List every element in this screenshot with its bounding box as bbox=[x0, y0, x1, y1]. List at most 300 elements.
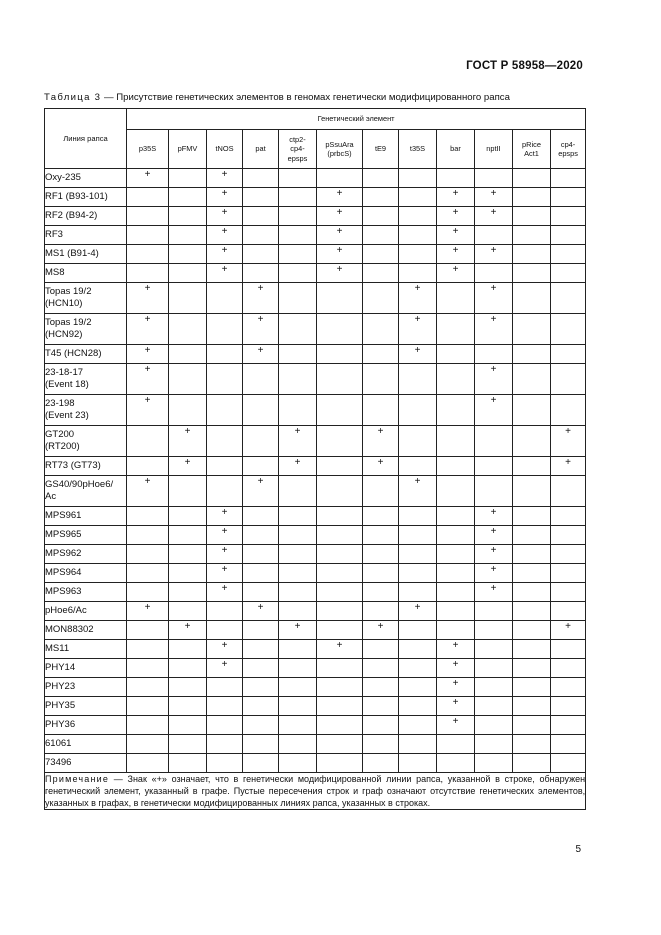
table-row bbox=[45, 364, 586, 395]
presence-cell bbox=[169, 283, 207, 314]
presence-cell: + bbox=[475, 207, 513, 226]
presence-cell bbox=[127, 188, 169, 207]
presence-cell bbox=[317, 545, 363, 564]
presence-cell bbox=[169, 754, 207, 773]
line-name-cell bbox=[45, 226, 127, 245]
presence-cell bbox=[513, 735, 551, 754]
presence-cell bbox=[437, 526, 475, 545]
genetic-elements-table bbox=[44, 108, 586, 810]
column-header bbox=[127, 130, 169, 169]
line-name-text: pHoe6/Ac bbox=[45, 605, 87, 617]
presence-cell bbox=[127, 583, 169, 602]
column-header-line: (prbcS) bbox=[327, 149, 352, 158]
presence-cell bbox=[513, 169, 551, 188]
table-body bbox=[45, 169, 586, 773]
presence-cell: + bbox=[363, 457, 399, 476]
presence-cell bbox=[551, 169, 586, 188]
presence-cell bbox=[169, 697, 207, 716]
line-name-cell bbox=[45, 395, 127, 426]
table-row bbox=[45, 602, 586, 621]
column-header-line: Act1 bbox=[524, 149, 539, 158]
note-label: Примечание bbox=[45, 774, 110, 784]
presence-cell bbox=[475, 226, 513, 245]
presence-cell: + bbox=[475, 283, 513, 314]
presence-cell bbox=[551, 716, 586, 735]
presence-cell bbox=[169, 526, 207, 545]
column-header-line: cp4- bbox=[560, 139, 576, 149]
presence-cell: + bbox=[475, 583, 513, 602]
presence-cell bbox=[513, 314, 551, 345]
line-name-text: Topas 19/2 bbox=[45, 317, 92, 329]
line-name-text: MS8 bbox=[45, 267, 65, 279]
presence-cell bbox=[399, 226, 437, 245]
presence-cell bbox=[169, 169, 207, 188]
table-row bbox=[45, 735, 586, 754]
line-name-text: 23-198 bbox=[45, 398, 75, 410]
presence-cell bbox=[399, 697, 437, 716]
presence-cell: + bbox=[127, 345, 169, 364]
presence-cell bbox=[279, 364, 317, 395]
presence-cell bbox=[363, 188, 399, 207]
presence-cell bbox=[399, 395, 437, 426]
presence-cell bbox=[243, 395, 279, 426]
presence-cell bbox=[551, 678, 586, 697]
presence-cell: + bbox=[243, 602, 279, 621]
presence-cell: + bbox=[207, 564, 243, 583]
column-header-line: ctp2- bbox=[289, 134, 306, 144]
presence-cell: + bbox=[551, 621, 586, 640]
presence-cell bbox=[279, 697, 317, 716]
presence-cell: + bbox=[243, 314, 279, 345]
table-row bbox=[45, 476, 586, 507]
presence-cell bbox=[317, 697, 363, 716]
presence-cell bbox=[513, 507, 551, 526]
presence-cell: + bbox=[207, 526, 243, 545]
presence-cell bbox=[399, 678, 437, 697]
presence-cell bbox=[317, 169, 363, 188]
presence-cell bbox=[169, 583, 207, 602]
presence-cell bbox=[207, 283, 243, 314]
presence-cell bbox=[475, 735, 513, 754]
line-name-text: RF2 (B94-2) bbox=[45, 210, 98, 222]
presence-cell bbox=[243, 226, 279, 245]
presence-cell: + bbox=[399, 283, 437, 314]
line-name-text: RF3 bbox=[45, 229, 63, 241]
presence-cell bbox=[437, 621, 475, 640]
column-header bbox=[475, 130, 513, 169]
table-row bbox=[45, 716, 586, 735]
line-name-cell bbox=[45, 583, 127, 602]
presence-cell bbox=[317, 583, 363, 602]
presence-cell bbox=[363, 314, 399, 345]
presence-cell: + bbox=[475, 314, 513, 345]
presence-cell bbox=[169, 716, 207, 735]
presence-cell bbox=[513, 283, 551, 314]
presence-cell: + bbox=[127, 283, 169, 314]
presence-cell bbox=[363, 169, 399, 188]
column-header bbox=[169, 130, 207, 169]
line-name-text: (RT200) bbox=[45, 441, 80, 452]
line-name-text: RF1 (B93-101) bbox=[45, 191, 108, 203]
presence-cell: + bbox=[317, 640, 363, 659]
presence-cell bbox=[399, 659, 437, 678]
presence-cell bbox=[169, 735, 207, 754]
presence-cell bbox=[279, 188, 317, 207]
presence-cell bbox=[317, 426, 363, 457]
line-name-cell bbox=[45, 716, 127, 735]
presence-cell: + bbox=[399, 602, 437, 621]
table-row bbox=[45, 678, 586, 697]
column-header bbox=[437, 130, 475, 169]
presence-cell bbox=[399, 364, 437, 395]
presence-cell bbox=[279, 169, 317, 188]
presence-cell bbox=[243, 264, 279, 283]
line-name-cell bbox=[45, 314, 127, 345]
presence-cell bbox=[363, 564, 399, 583]
presence-cell bbox=[551, 314, 586, 345]
presence-cell bbox=[207, 457, 243, 476]
presence-cell bbox=[513, 395, 551, 426]
table-row bbox=[45, 188, 586, 207]
presence-cell bbox=[243, 659, 279, 678]
line-name-cell bbox=[45, 621, 127, 640]
presence-cell bbox=[279, 564, 317, 583]
table-row bbox=[45, 283, 586, 314]
presence-cell bbox=[475, 264, 513, 283]
presence-cell: + bbox=[475, 545, 513, 564]
line-name-cell bbox=[45, 207, 127, 226]
presence-cell: + bbox=[437, 207, 475, 226]
presence-cell bbox=[475, 754, 513, 773]
line-name-text: MON88302 bbox=[45, 624, 94, 636]
line-name-cell bbox=[45, 476, 127, 507]
presence-cell bbox=[169, 545, 207, 564]
line-name-text: GT200 bbox=[45, 429, 75, 441]
presence-cell bbox=[551, 526, 586, 545]
presence-cell bbox=[475, 640, 513, 659]
presence-cell bbox=[551, 735, 586, 754]
presence-cell bbox=[207, 364, 243, 395]
presence-cell bbox=[169, 314, 207, 345]
column-header bbox=[513, 130, 551, 169]
presence-cell bbox=[169, 640, 207, 659]
presence-cell bbox=[399, 564, 437, 583]
presence-cell bbox=[363, 526, 399, 545]
line-name-text: MPS965 bbox=[45, 529, 82, 541]
presence-cell bbox=[363, 697, 399, 716]
presence-cell bbox=[437, 395, 475, 426]
presence-cell: + bbox=[437, 678, 475, 697]
presence-cell: + bbox=[243, 476, 279, 507]
presence-cell bbox=[279, 716, 317, 735]
presence-cell bbox=[399, 169, 437, 188]
line-name-cell bbox=[45, 526, 127, 545]
column-header bbox=[207, 130, 243, 169]
line-name-text: PHY14 bbox=[45, 662, 76, 674]
presence-cell bbox=[363, 283, 399, 314]
presence-cell bbox=[437, 602, 475, 621]
presence-cell: + bbox=[127, 602, 169, 621]
table-caption-text: — Присутствие генетических элементов в геномах генетически модифицированного рапса bbox=[101, 92, 510, 103]
presence-cell bbox=[127, 735, 169, 754]
presence-cell: + bbox=[243, 345, 279, 364]
presence-cell bbox=[317, 659, 363, 678]
presence-cell bbox=[363, 678, 399, 697]
presence-cell bbox=[317, 716, 363, 735]
presence-cell bbox=[363, 640, 399, 659]
presence-cell: + bbox=[207, 640, 243, 659]
presence-cell: + bbox=[363, 426, 399, 457]
table-row bbox=[45, 395, 586, 426]
presence-cell: + bbox=[551, 426, 586, 457]
presence-cell bbox=[551, 345, 586, 364]
presence-cell bbox=[207, 716, 243, 735]
presence-cell bbox=[317, 678, 363, 697]
presence-cell bbox=[437, 507, 475, 526]
presence-cell bbox=[513, 545, 551, 564]
presence-cell bbox=[207, 426, 243, 457]
presence-cell bbox=[363, 476, 399, 507]
presence-cell bbox=[127, 526, 169, 545]
table-row bbox=[45, 169, 586, 188]
column-header-line: nptII bbox=[486, 144, 501, 154]
line-name-cell bbox=[45, 640, 127, 659]
column-header-row bbox=[45, 130, 586, 169]
presence-cell: + bbox=[127, 169, 169, 188]
presence-cell bbox=[551, 564, 586, 583]
presence-cell: + bbox=[279, 621, 317, 640]
line-name-text: GS40/90pHoe6/ bbox=[45, 479, 114, 491]
table-row bbox=[45, 697, 586, 716]
presence-cell bbox=[551, 697, 586, 716]
line-name-text: (HCN92) bbox=[45, 329, 83, 340]
line-name-text: MPS963 bbox=[45, 586, 82, 598]
presence-cell bbox=[127, 207, 169, 226]
line-name-cell bbox=[45, 697, 127, 716]
presence-cell bbox=[243, 169, 279, 188]
line-name-text: 73496 bbox=[45, 757, 72, 769]
presence-cell bbox=[513, 226, 551, 245]
line-name-text: 23-18-17 bbox=[45, 367, 84, 379]
line-name-cell bbox=[45, 457, 127, 476]
presence-cell bbox=[551, 754, 586, 773]
presence-cell bbox=[437, 583, 475, 602]
presence-cell bbox=[363, 345, 399, 364]
column-header bbox=[399, 130, 437, 169]
presence-cell: + bbox=[169, 621, 207, 640]
presence-cell bbox=[169, 226, 207, 245]
table-row bbox=[45, 564, 586, 583]
presence-cell bbox=[475, 169, 513, 188]
presence-cell bbox=[513, 526, 551, 545]
presence-cell bbox=[399, 426, 437, 457]
presence-cell bbox=[513, 678, 551, 697]
table-row bbox=[45, 754, 586, 773]
presence-cell bbox=[363, 364, 399, 395]
table-row bbox=[45, 457, 586, 476]
presence-cell bbox=[399, 245, 437, 264]
column-header-line: epsps bbox=[558, 149, 578, 158]
presence-cell bbox=[475, 345, 513, 364]
presence-cell bbox=[551, 545, 586, 564]
presence-cell bbox=[127, 264, 169, 283]
presence-cell bbox=[437, 283, 475, 314]
presence-cell bbox=[279, 283, 317, 314]
presence-cell bbox=[363, 226, 399, 245]
presence-cell bbox=[317, 621, 363, 640]
presence-cell bbox=[207, 602, 243, 621]
presence-cell bbox=[363, 245, 399, 264]
presence-cell bbox=[551, 188, 586, 207]
presence-cell: + bbox=[437, 697, 475, 716]
presence-cell bbox=[127, 226, 169, 245]
table-note bbox=[45, 773, 586, 810]
presence-cell bbox=[243, 207, 279, 226]
column-header bbox=[317, 130, 363, 169]
column-header-line: pSsuAra bbox=[325, 139, 354, 149]
column-header-line: epsps bbox=[287, 153, 308, 163]
group-header-genetic-element: Генетический элемент bbox=[127, 109, 586, 130]
column-header-line: pRice bbox=[522, 139, 541, 149]
presence-cell bbox=[169, 188, 207, 207]
presence-cell: + bbox=[169, 426, 207, 457]
presence-cell bbox=[127, 457, 169, 476]
presence-cell bbox=[399, 507, 437, 526]
line-name-cell bbox=[45, 283, 127, 314]
presence-cell bbox=[243, 621, 279, 640]
line-name-text: Oxy-235 bbox=[45, 172, 81, 184]
column-header bbox=[279, 130, 317, 169]
presence-cell: + bbox=[207, 507, 243, 526]
table-row bbox=[45, 545, 586, 564]
presence-cell: + bbox=[475, 245, 513, 264]
presence-cell: + bbox=[127, 364, 169, 395]
presence-cell bbox=[317, 564, 363, 583]
column-header-line: tNOS bbox=[215, 144, 234, 154]
presence-cell bbox=[475, 716, 513, 735]
presence-cell bbox=[243, 640, 279, 659]
presence-cell: + bbox=[475, 507, 513, 526]
presence-cell bbox=[399, 545, 437, 564]
line-name-cell bbox=[45, 426, 127, 457]
presence-cell bbox=[399, 188, 437, 207]
presence-cell: + bbox=[437, 188, 475, 207]
presence-cell bbox=[279, 507, 317, 526]
presence-cell bbox=[279, 678, 317, 697]
line-name-cell bbox=[45, 602, 127, 621]
line-name-text: RT73 (GT73) bbox=[45, 460, 101, 472]
presence-cell: + bbox=[207, 245, 243, 264]
presence-cell bbox=[169, 564, 207, 583]
presence-cell bbox=[551, 476, 586, 507]
presence-cell: + bbox=[207, 583, 243, 602]
presence-cell bbox=[437, 735, 475, 754]
presence-cell bbox=[317, 476, 363, 507]
presence-cell bbox=[363, 264, 399, 283]
presence-cell bbox=[317, 345, 363, 364]
table-row bbox=[45, 526, 586, 545]
table-row bbox=[45, 226, 586, 245]
presence-cell: + bbox=[169, 457, 207, 476]
presence-cell bbox=[513, 264, 551, 283]
table-row bbox=[45, 345, 586, 364]
presence-cell bbox=[169, 364, 207, 395]
presence-cell bbox=[279, 264, 317, 283]
presence-cell bbox=[207, 314, 243, 345]
presence-cell bbox=[475, 457, 513, 476]
line-name-text: (HCN10) bbox=[45, 298, 83, 309]
presence-cell bbox=[279, 583, 317, 602]
line-name-cell bbox=[45, 754, 127, 773]
presence-cell bbox=[399, 754, 437, 773]
line-name-text: (Event 18) bbox=[45, 379, 89, 390]
column-header-line: t35S bbox=[409, 144, 426, 154]
presence-cell bbox=[513, 345, 551, 364]
presence-cell bbox=[437, 426, 475, 457]
presence-cell bbox=[169, 207, 207, 226]
presence-cell bbox=[551, 659, 586, 678]
column-header-line: cp4- bbox=[290, 144, 305, 154]
presence-cell bbox=[363, 207, 399, 226]
presence-cell bbox=[243, 754, 279, 773]
presence-cell bbox=[279, 476, 317, 507]
presence-cell bbox=[207, 735, 243, 754]
presence-cell bbox=[551, 640, 586, 659]
presence-cell bbox=[279, 545, 317, 564]
line-name-text: 61061 bbox=[45, 738, 72, 750]
presence-cell bbox=[437, 545, 475, 564]
line-name-cell bbox=[45, 264, 127, 283]
presence-cell bbox=[317, 457, 363, 476]
line-name-cell bbox=[45, 735, 127, 754]
presence-cell bbox=[513, 245, 551, 264]
presence-cell bbox=[243, 426, 279, 457]
presence-cell bbox=[363, 545, 399, 564]
presence-cell bbox=[399, 583, 437, 602]
presence-cell: + bbox=[207, 226, 243, 245]
presence-cell bbox=[551, 602, 586, 621]
presence-cell bbox=[399, 716, 437, 735]
presence-cell bbox=[363, 602, 399, 621]
presence-cell bbox=[475, 697, 513, 716]
presence-cell: + bbox=[475, 188, 513, 207]
presence-cell bbox=[437, 457, 475, 476]
line-name-text: T45 (HCN28) bbox=[45, 348, 102, 360]
presence-cell bbox=[169, 345, 207, 364]
presence-cell bbox=[437, 476, 475, 507]
presence-cell bbox=[127, 564, 169, 583]
presence-cell: + bbox=[207, 169, 243, 188]
column-header-line: pFMV bbox=[177, 144, 198, 154]
presence-cell bbox=[127, 426, 169, 457]
presence-cell: + bbox=[437, 264, 475, 283]
presence-cell: + bbox=[437, 245, 475, 264]
presence-cell bbox=[437, 754, 475, 773]
presence-cell bbox=[207, 678, 243, 697]
presence-cell bbox=[513, 457, 551, 476]
presence-cell bbox=[399, 640, 437, 659]
presence-cell bbox=[207, 345, 243, 364]
presence-cell bbox=[279, 314, 317, 345]
line-name-text: MPS962 bbox=[45, 548, 82, 560]
presence-cell bbox=[317, 735, 363, 754]
presence-cell bbox=[551, 395, 586, 426]
presence-cell: + bbox=[207, 207, 243, 226]
presence-cell bbox=[551, 507, 586, 526]
presence-cell bbox=[243, 697, 279, 716]
presence-cell bbox=[279, 602, 317, 621]
presence-cell bbox=[169, 602, 207, 621]
